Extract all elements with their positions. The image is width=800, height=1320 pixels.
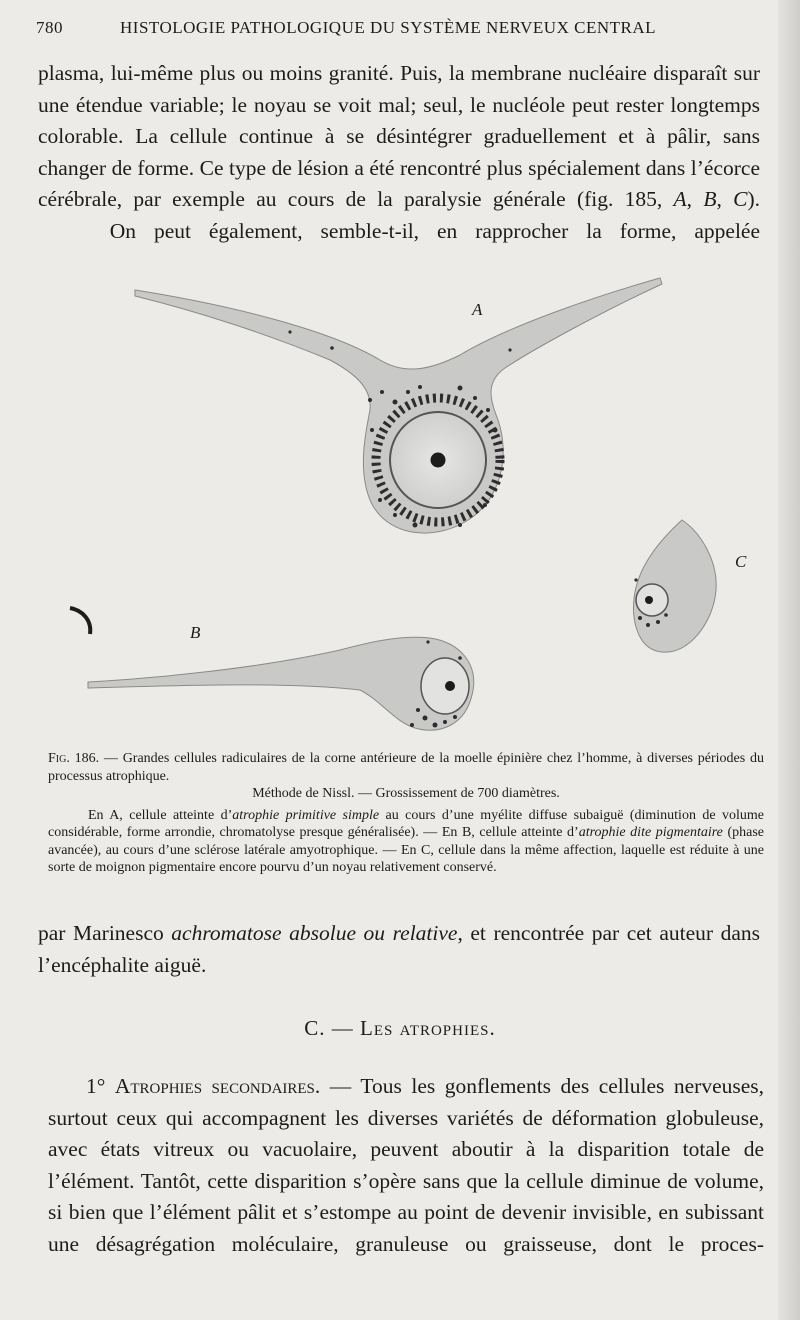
nucleolus-a — [431, 453, 446, 468]
subsection-heading: Atrophies secondaires. — [114, 1074, 321, 1098]
section-heading — [0, 1016, 800, 1041]
paragraph-text: , et rencontrée par cet auteur dans l’encéphalite aiguë. — [38, 921, 760, 977]
subsection-number: 1° — [86, 1074, 115, 1098]
running-head-title: HISTOLOGIE PATHOLOGIQUE DU SYSTÈME NERVEUX CENTRAL — [120, 18, 656, 37]
paragraph-intro — [38, 58, 760, 247]
paragraph-second-line: On peut également, semble-t-il, en rapprocher la forme, appelée — [109, 218, 760, 243]
figure-ref-b: B — [703, 187, 717, 211]
page-number: 780 — [36, 18, 63, 37]
caption-title-text: — Grandes cellules radiculaires de la corne antérieure de la moelle épinière chez l’homme, à diverses périodes du processus atrophique. — [48, 751, 764, 784]
separator: , — [686, 187, 704, 211]
caption-detail-italic: atrophie primitive simple — [232, 807, 380, 823]
figure-ref-a: A — [673, 187, 687, 211]
closing-punct: ). — [747, 187, 761, 211]
paragraph-text: — Tous les gonflements des cellules nerveuses, surtout ceux qui accompagnent les diverses variétés de déformation globuleuse, avec états vitreux ou vacuolaire, peuvent aboutir à la disparition totale de l’élément. Tantôt, cette disparition s’opère sans que la cellule diminue de volume, si bien que l’élément pâlit et s’estompe au point de devenir invisible, en subissant une désagrégation moléculaire, granuleuse ou graisseuse, dont le proces- — [48, 1074, 765, 1256]
caption-detail-text: au cours d’une myélite diffuse subaiguë (diminution de volume considérable, forme arrondie, chromatolyse presque généralisée). — En B, cellule atteinte d’ — [48, 807, 764, 840]
figure-number: Fig. 186. — [48, 751, 100, 766]
figure-label-c: C — [735, 552, 747, 571]
page-edge-shadow — [778, 0, 800, 1320]
figure-186-illustration — [40, 270, 760, 740]
cell-c — [634, 520, 747, 652]
running-header — [36, 18, 676, 44]
paragraph-atrophies-secondaires — [48, 1071, 764, 1260]
stray-mark — [70, 608, 90, 634]
caption-detail-text: (phase avancée), au cours d’une sclérose latérale amyotrophique. — En C, cellule dans la même affection, laquelle est réduite à une sorte de moignon pigmentaire encore pourvu d’un noyau relativement conservé. — [48, 825, 764, 875]
figure-caption — [48, 750, 764, 877]
paragraph-text: plasma, lui-même plus ou moins granité. Puis, la membrane nucléaire disparaît sur une étendue variable; le noyau se voit mal; seul, le nucléole peut rester longtemps colorable. La cellule continue à se désintégrer graduellement et à pâlir, sans changer de forme. Ce type de lésion a été rencontré plus spécialement dans l’écorce cérébrale, par exemple au cours de la paralysie générale (fig. 185, — [38, 61, 760, 211]
cell-drawings-svg — [40, 270, 760, 740]
paragraph-marinesco — [38, 918, 760, 981]
caption-title — [48, 750, 764, 785]
section-title-text: Les atrophies. — [360, 1016, 496, 1040]
caption-detail — [48, 807, 764, 877]
section-letter: C. — — [304, 1016, 354, 1040]
nucleolus-b — [445, 681, 455, 691]
nucleolus-c — [645, 596, 653, 604]
cell-a — [135, 278, 662, 533]
cell-b — [88, 623, 474, 730]
caption-detail-text: En A, cellule atteinte d’ — [88, 807, 233, 823]
italic-term: achromatose absolue ou relative — [171, 921, 458, 945]
figure-ref-c: C — [733, 187, 748, 211]
caption-method: Méthode de Nissl. — Grossissement de 700 diamètres. — [252, 786, 560, 801]
paragraph-text: par Marinesco — [38, 921, 172, 945]
separator: , — [716, 187, 734, 211]
figure-label-b: B — [190, 623, 201, 642]
caption-detail-italic: atrophie dite pigmentaire — [578, 825, 723, 840]
figure-label-a: A — [472, 300, 483, 319]
